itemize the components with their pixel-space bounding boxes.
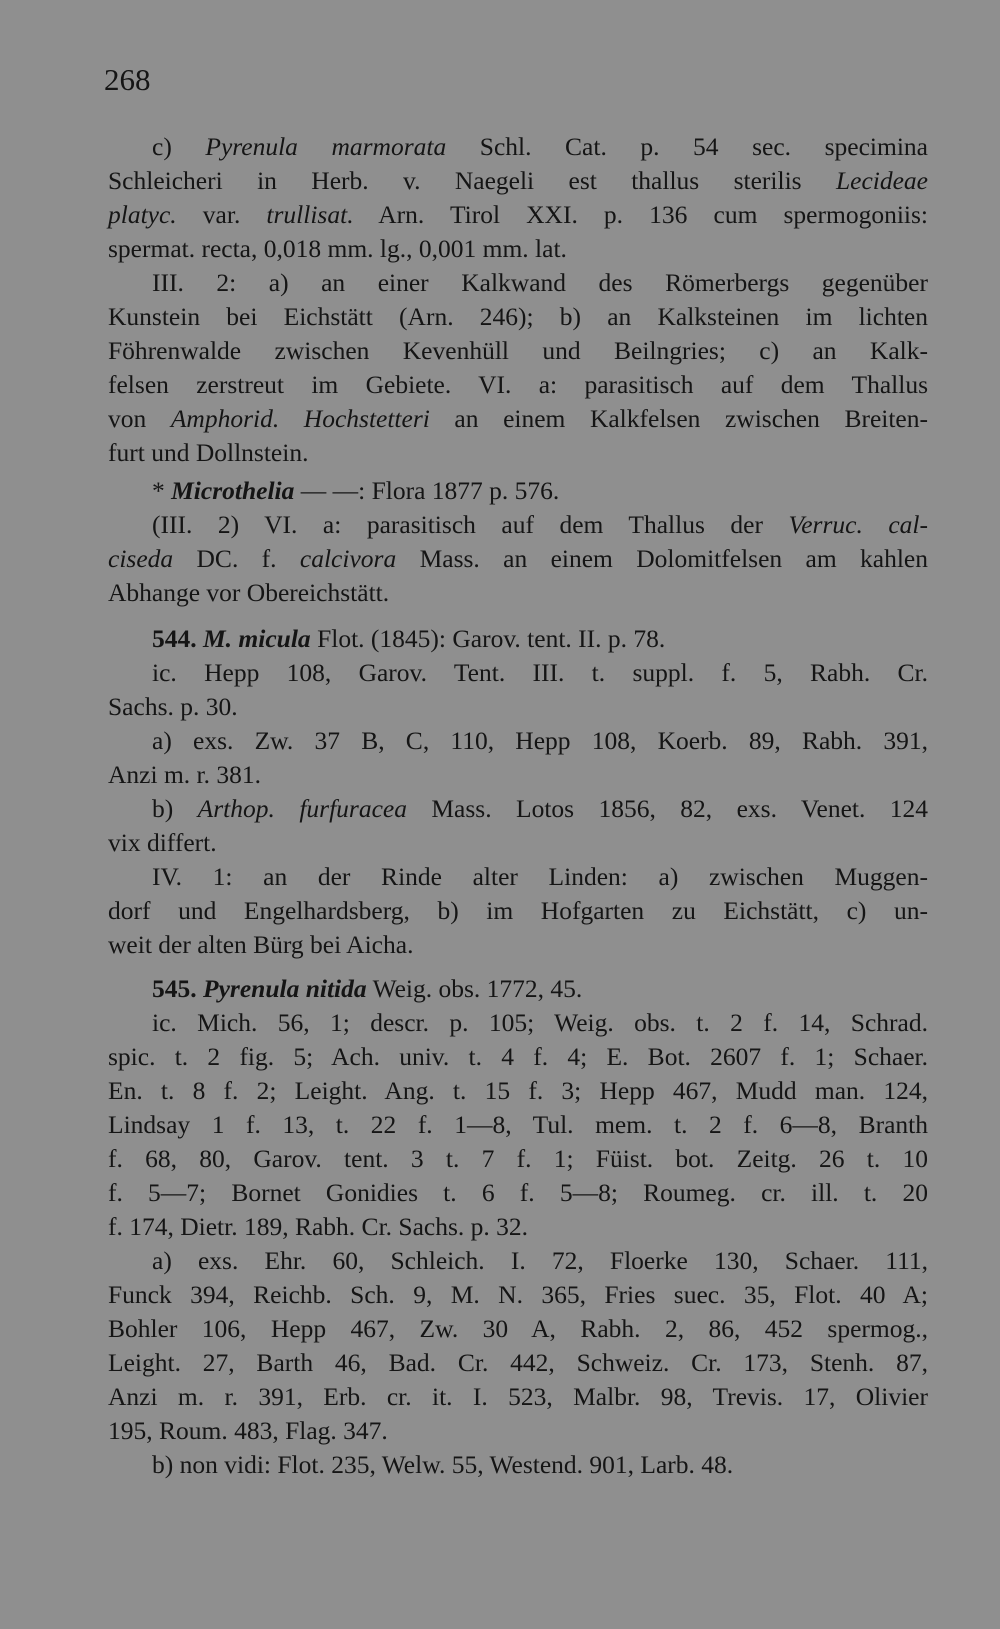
text-line: Kunstein bei Eichstätt (Arn. 246); b) an Kalksteinen im lichten — [108, 302, 928, 331]
text-line: Abhange vor Obereichstätt. — [108, 578, 390, 607]
text-line: ic. Mich. 56, 1; descr. p. 105; Weig. obs. t. 2 f. 14, Schrad. — [152, 1008, 928, 1037]
entry-microthelia — [108, 474, 928, 610]
text-line: spic. t. 2 fig. 5; Ach. univ. t. 4 f. 4; E. Bot. 2607 f. 1; Schaer. — [108, 1042, 928, 1071]
text-line: b) Arthop. furfuracea Mass. Lotos 1856, 82, exs. Venet. 124 — [152, 794, 929, 823]
text-line: b) non vidi: Flot. 235, Welw. 55, Westend. 901, Larb. 48. — [152, 1450, 734, 1479]
text-line: Sachs. p. 30. — [108, 692, 238, 721]
text-line: spermat. recta, 0,018 mm. lg., 0,001 mm. lat. — [108, 234, 567, 263]
text-line: Schleicheri in Herb. v. Naegeli est thallus sterilis Lecideae — [108, 166, 928, 195]
text-line: ciseda DC. f. calcivora Mass. an einem Dolomitfelsen am kahlen — [108, 544, 928, 573]
page-number: 268 — [104, 62, 151, 97]
entry-pyrenula-marmorata — [108, 130, 928, 470]
text-line: (III. 2) VI. a: parasitisch auf dem Thallus der Verruc. cal- — [152, 510, 929, 539]
text-line: Lindsay 1 f. 13, t. 22 f. 1—8, Tul. mem. t. 2 f. 6—8, Branth — [108, 1110, 928, 1139]
text-line: 195, Roum. 483, Flag. 347. — [108, 1416, 388, 1445]
entry-545-pyrenula-nitida — [108, 972, 928, 1482]
text-line: a) exs. Zw. 37 B, C, 110, Hepp 108, Koerb. 89, Rabh. 391, — [152, 726, 928, 755]
text-line: Anzi m. r. 391, Erb. cr. it. I. 523, Malbr. 98, Trevis. 17, Olivier — [108, 1382, 928, 1411]
text-line: III. 2: a) an einer Kalkwand des Römerbergs gegenüber — [152, 268, 928, 297]
text-line: dorf und Engelhardsberg, b) im Hofgarten zu Eichstätt, c) un- — [108, 896, 928, 925]
text-line: felsen zerstreut im Gebiete. VI. a: parasitisch auf dem Thallus — [108, 370, 928, 399]
text-line: von Amphorid. Hochstetteri an einem Kalkfelsen zwischen Breiten- — [108, 404, 928, 433]
entry-544-micula — [108, 622, 928, 962]
text-line: Bohler 106, Hepp 467, Zw. 30 A, Rabh. 2, 86, 452 spermog., — [108, 1314, 928, 1343]
text-line: Föhrenwalde zwischen Kevenhüll und Beilngries; c) an Kalk- — [108, 336, 928, 365]
text-line: a) exs. Ehr. 60, Schleich. I. 72, Floerke 130, Schaer. 111, — [152, 1246, 928, 1275]
text-line: furt und Dollnstein. — [108, 438, 309, 467]
text-line: f. 68, 80, Garov. tent. 3 t. 7 f. 1; Füist. bot. Zeitg. 26 t. 10 — [108, 1144, 928, 1173]
text-line: ic. Hepp 108, Garov. Tent. III. t. suppl. f. 5, Rabh. Cr. — [152, 658, 928, 687]
text-line: platyc. var. trullisat. Arn. Tirol XXI. p. 136 cum spermogoniis: — [108, 200, 928, 229]
text-line: vix differt. — [108, 828, 217, 857]
text-line: En. t. 8 f. 2; Leight. Ang. t. 15 f. 3; Hepp 467, Mudd man. 124, — [108, 1076, 928, 1105]
text-line: Funck 394, Reichb. Sch. 9, M. N. 365, Fries suec. 35, Flot. 40 A; — [108, 1280, 928, 1309]
text-line: IV. 1: an der Rinde alter Linden: a) zwischen Muggen- — [152, 862, 928, 891]
text-line: weit der alten Bürg bei Aicha. — [108, 930, 414, 959]
text-line: Anzi m. r. 381. — [108, 760, 261, 789]
text-line: f. 174, Dietr. 189, Rabh. Cr. Sachs. p. 32. — [108, 1212, 529, 1241]
text-line: Leight. 27, Barth 46, Bad. Cr. 442, Schweiz. Cr. 173, Stenh. 87, — [108, 1348, 928, 1377]
section-heading: * Microthelia — —: Flora 1877 p. 576. — [152, 476, 560, 505]
text-line: f. 5—7; Bornet Gonidies t. 6 f. 5—8; Roumeg. cr. ill. t. 20 — [108, 1178, 928, 1207]
section-heading: 544. M. micula Flot. (1845): Garov. tent. II. p. 78. — [152, 624, 666, 653]
section-heading: 545. Pyrenula nitida Weig. obs. 1772, 45. — [152, 974, 583, 1003]
text-line: c) Pyrenula marmorata Schl. Cat. p. 54 sec. specimina — [152, 132, 928, 161]
